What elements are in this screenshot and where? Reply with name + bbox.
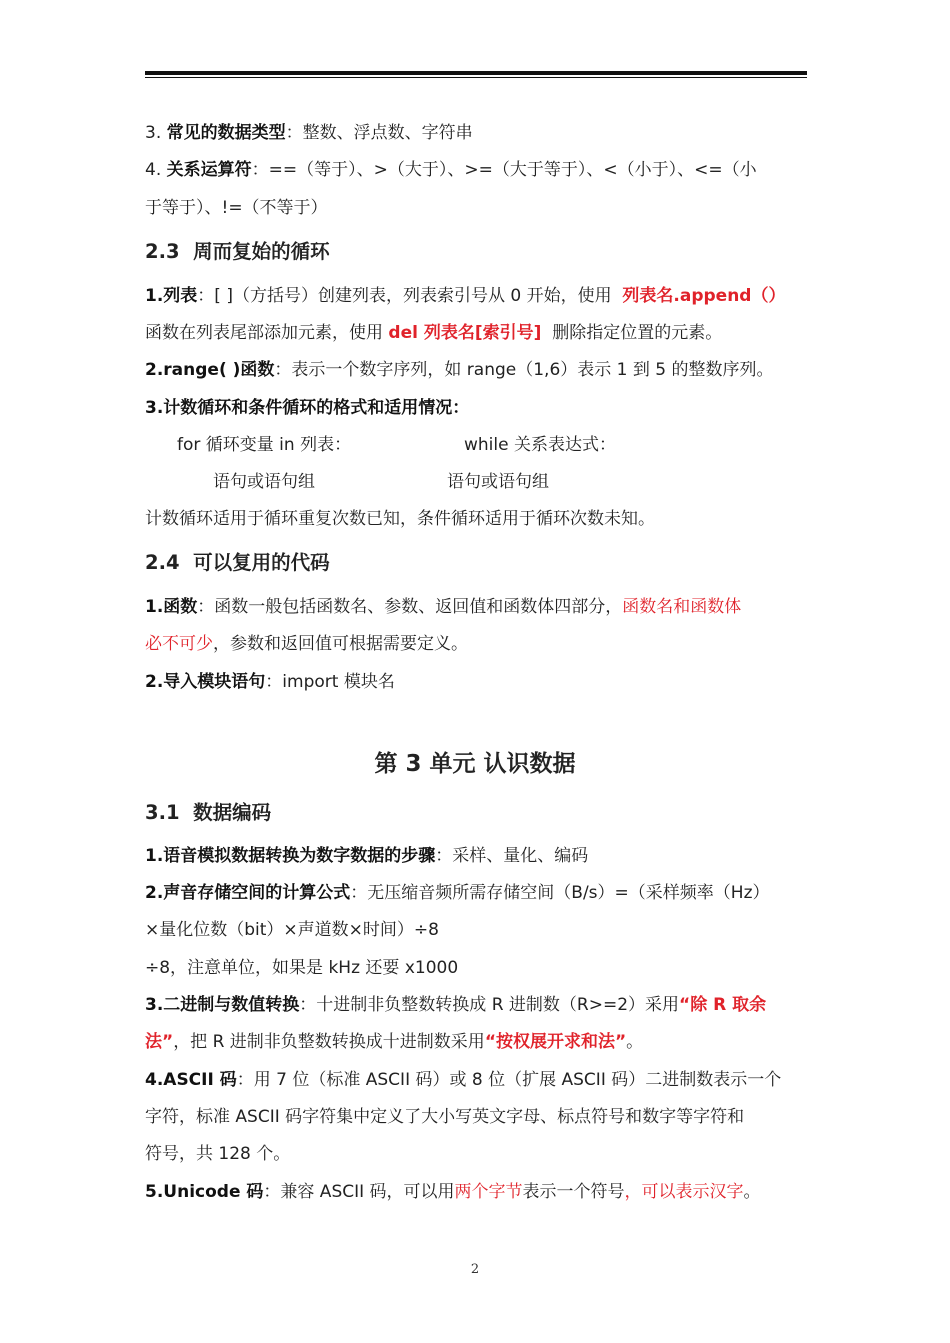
text-line: 3.二进制与数值转换：十进制非负整数转换成 R 进制数（R>=2）采用“除 R 取余 bbox=[145, 995, 767, 1015]
text-line: 2.声音存储空间的计算公式：无压缩音频所需存储空间（B/s）=（采样频率（Hz） bbox=[145, 883, 770, 903]
code-line: for 循环变量 in 列表： bbox=[177, 435, 352, 455]
text-line: 必不可少，参数和返回值可根据需要定义。 bbox=[145, 634, 468, 654]
section-heading: 2.4 可以复用的代码 bbox=[145, 551, 330, 574]
code-line: 语句或语句组 bbox=[447, 472, 549, 492]
text-line: 5.Unicode 码：兼容 ASCII 码，可以用两个字节表示一个符号，可以表示汉字。 bbox=[145, 1182, 761, 1202]
text-line: 4.ASCII 码：用 7 位（标准 ASCII 码）或 8 位（扩展 ASCII 码）二进制数表示一个 bbox=[145, 1070, 782, 1090]
text-line: 3.计数循环和条件循环的格式和适用情况： bbox=[145, 398, 470, 418]
code-line: 语句或语句组 bbox=[213, 472, 315, 492]
text-line: ×量化位数（bit）×声道数×时间）÷8 bbox=[145, 920, 439, 940]
text-line: ÷8，注意单位，如果是 kHz 还要 x1000 bbox=[145, 958, 459, 978]
page-number: 2 bbox=[470, 1262, 480, 1277]
text-line: 法”，把 R 进制非负整数转换成十进制数采用“按权展开求和法”。 bbox=[145, 1032, 644, 1052]
text-line: 4. 关系运算符：==（等于）、>（大于）、>=（大于等于）、<（小于）、<=（小 bbox=[145, 160, 757, 180]
section-heading: 2.3 周而复始的循环 bbox=[145, 240, 330, 263]
text-line: 1.列表：[ ]（方括号）创建列表，列表索引号从 0 开始，使用 列表名.append（） bbox=[145, 286, 786, 306]
text-line: 3. 常见的数据类型：整数、浮点数、字符串 bbox=[145, 123, 473, 143]
text-line: 2.range( )函数：表示一个数字序列，如 range（1,6）表示 1 到 5 的整数序列。 bbox=[145, 360, 774, 380]
text-line: 符号，共 128 个。 bbox=[145, 1144, 291, 1164]
code-line: while 关系表达式： bbox=[464, 435, 616, 455]
text-line: 1.函数：函数一般包括函数名、参数、返回值和函数体四部分，函数名和函数体 bbox=[145, 597, 742, 617]
header-rule-thin bbox=[145, 77, 807, 78]
header-rule bbox=[145, 71, 807, 75]
text-line: 计数循环适用于循环重复次数已知，条件循环适用于循环次数未知。 bbox=[145, 509, 655, 529]
text-line: 1.语音模拟数据转换为数字数据的步骤：采样、量化、编码 bbox=[145, 846, 589, 866]
text-line: 2.导入模块语句：import 模块名 bbox=[145, 672, 395, 692]
unit-title: 第 3 单元 认识数据 bbox=[374, 751, 576, 777]
text-line: 函数在列表尾部添加元素，使用 del 列表名[索引号] 删除指定位置的元素。 bbox=[145, 323, 723, 343]
text-line: 于等于）、!=（不等于） bbox=[145, 198, 328, 218]
text-line: 字符，标准 ASCII 码字符集中定义了大小写英文字母、标点符号和数字等字符和 bbox=[145, 1107, 745, 1127]
section-heading: 3.1 数据编码 bbox=[145, 801, 272, 824]
